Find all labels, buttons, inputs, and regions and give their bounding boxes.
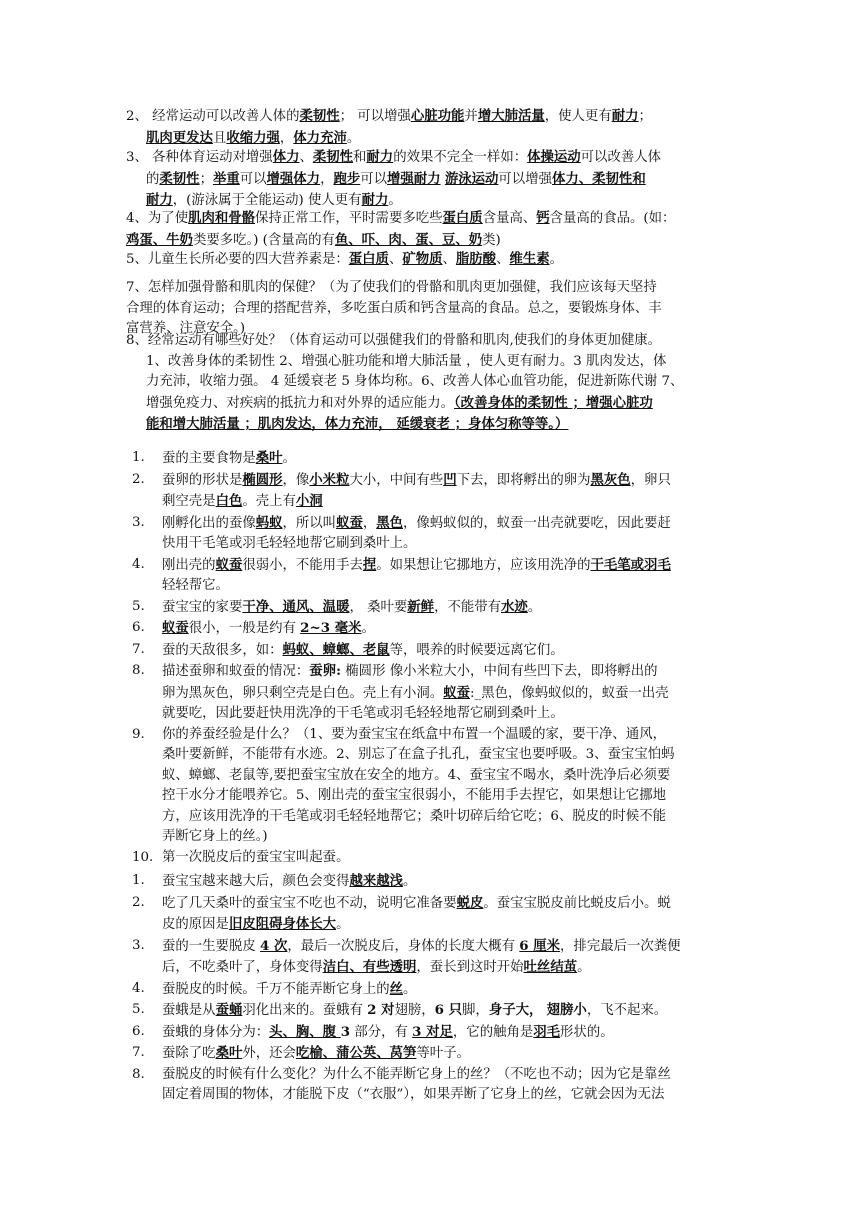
section-silkworm-growth-list: [126, 871, 732, 1106]
underlined-keyword: 黑色: [376, 514, 404, 531]
underlined-keyword: 椭圆形: [242, 471, 283, 488]
underlined-keyword: 新鲜: [407, 598, 435, 615]
text-line: [126, 331, 732, 352]
underlined-keyword: 旧皮阻碍身体长大: [228, 916, 337, 932]
text-run: 蚕的主要食物是: [162, 451, 256, 466]
underlined-keyword: 蚂蚁、蟑螂、老鼠: [282, 641, 390, 658]
text-run: 力充沛，收缩力强。 4 延缓衰老 5 身体均称。6、改善人体心血管功能，促进新陈代谢 7、: [146, 374, 684, 389]
list-item-number: 3.: [132, 937, 145, 953]
text-run: 蚁、蟑螂、老鼠等,要把蚕宝宝放在安全的地方。4、蚕宝宝不喝水，桑叶洗净后必须要: [162, 767, 671, 783]
underlined-keyword: 耐力: [366, 149, 394, 165]
text-run: 7、怎样加强骨骼和肌肉的保健？（为了使我们的骨骼和肌肉更加强健，我们应该每天坚持: [126, 280, 657, 295]
bold-text: 6 只: [434, 1002, 463, 1018]
text-run: 、: [442, 252, 456, 267]
text-run: ，蚕长到这时开始: [416, 960, 524, 975]
text-line: [162, 725, 732, 746]
bold-text: 蚕卵:: [309, 663, 342, 679]
underlined-keyword: 小洞: [295, 493, 323, 509]
text-line: [162, 704, 732, 725]
text-run: 。: [577, 960, 591, 975]
text-run: 和: [353, 150, 367, 165]
list-item-number: 4.: [132, 556, 145, 572]
text-run: ，最后一次脱皮后，身体的长度大概有: [287, 938, 520, 954]
list-item: [126, 555, 732, 597]
text-run: ，飞不起来。: [586, 1003, 668, 1018]
text-line: [162, 683, 732, 705]
list-item: [126, 448, 732, 470]
text-run: 刚出壳的: [162, 557, 216, 573]
underlined-keyword: 小米粒: [309, 471, 350, 488]
underlined-keyword: 吃榆、蒲公英、莴笋: [295, 1045, 417, 1061]
underlined-keyword: 3 对足: [412, 1023, 453, 1040]
text-run: 。: [388, 193, 402, 208]
text-run: 蚕的一生要脱皮: [162, 938, 260, 954]
text-run: 可以增强: [498, 171, 552, 187]
text-run: 保持正常工作，平时需要多吃些: [255, 211, 443, 226]
text-line: [162, 914, 732, 936]
list-item: [126, 871, 732, 893]
underlined-keyword: 蜕皮: [456, 894, 484, 911]
text-run: 且: [212, 130, 227, 146]
underlined-keyword: 干毛笔或羽毛: [590, 556, 671, 573]
underlined-keyword: 耐力: [146, 192, 173, 208]
underlined-keyword: 体力、柔韧性和: [551, 170, 646, 187]
underlined-keyword: 柔韧性: [159, 170, 200, 187]
text-line: [162, 893, 732, 915]
underlined-keyword: 丝: [389, 980, 404, 997]
text-line: [162, 470, 732, 492]
text-run: ；: [638, 109, 652, 124]
text-run: 的: [146, 171, 160, 187]
text-run: 含量高、: [482, 211, 537, 226]
text-run: 3、 各种体育运动对增强: [126, 150, 273, 165]
text-line: [162, 534, 732, 555]
text-line: [126, 352, 732, 373]
text-run: 后，不吃桑叶了，身体变得: [162, 960, 323, 975]
text-line: [162, 618, 732, 640]
underlined-keyword: 白色: [215, 493, 243, 509]
text-run: 可以改善人体: [580, 150, 662, 165]
section-silkworm-care-list: [126, 448, 732, 868]
text-line: [126, 147, 732, 169]
text-line: [162, 827, 732, 848]
text-run: 。: [346, 130, 361, 146]
list-item-number: 5.: [132, 1002, 145, 1017]
text-run: 很小，一般是约有: [188, 621, 301, 636]
text-line: [162, 745, 732, 766]
text-line: [162, 640, 732, 662]
text-run: ，它的触角是: [452, 1024, 534, 1040]
text-line: [126, 372, 732, 393]
text-run: 类要多吃。) (含量高的有: [192, 232, 335, 248]
text-run: 。: [361, 621, 375, 636]
text-run: 、: [388, 252, 403, 267]
text-run: 。: [527, 599, 542, 615]
text-line: [162, 661, 732, 683]
underlined-keyword: 柔韧性: [299, 108, 340, 124]
text-run: 含量高的食品。(如：: [549, 211, 676, 226]
underlined-keyword: 干净、通风、温暖: [242, 598, 350, 615]
underlined-keyword: 蚁蚕: [162, 620, 189, 636]
text-run: 蚕脱皮的时候有什么变化？为什么不能弄断它身上的丝？（不吃也不动；因为它是靠丝: [162, 1066, 671, 1082]
text-run: ，像: [282, 472, 310, 488]
text-run: 就要吃，因此要赶快用洗净的干毛笔或羽毛轻轻地帮它刷到桑叶上。: [162, 706, 564, 721]
underlined-keyword: 增强耐力: [387, 170, 441, 187]
text-run: 椭圆形 像小米粒大小，中间有些凹下去，即将孵出的: [341, 664, 658, 679]
text-run: 桑叶要新鲜，不能带有水迹。2、别忘了在盒子扎孔，蚕宝宝也要呼吸。3、蚕宝宝怕蚂: [162, 747, 675, 762]
underlined-keyword: 体力充沛: [293, 129, 347, 146]
text-run: ，使人更有: [544, 109, 612, 124]
text-run: 富营养、注意安全。): [126, 321, 246, 336]
text-run: 的效果不完全一样如：: [393, 150, 528, 165]
text-run: ，(游泳属于全能运动) 使人更有: [172, 193, 362, 208]
underlined-keyword: 跑步: [333, 170, 361, 187]
underlined-keyword: 蚁蚕: [336, 514, 363, 531]
list-item: [126, 1000, 732, 1022]
list-item: [126, 597, 732, 619]
underlined-keyword: 体力: [272, 149, 300, 165]
underlined-keyword: 能和增大肺活量 ；肌肉发达，体力充沛， 延缓衰老 ；身体匀称等等。）: [146, 416, 569, 432]
text-line: [162, 786, 732, 807]
list-item-number: 6.: [132, 620, 145, 635]
text-run: 方，应该用洗净的干毛笔或羽毛轻轻地帮它；桑叶切碎后给它吃；6、脱皮的时候不能: [162, 808, 666, 824]
text-line: [162, 848, 732, 869]
underlined-keyword: 游泳运动: [444, 170, 499, 187]
text-run: 。: [549, 252, 564, 267]
text-run: 5、儿童生长所必要的四大营养素是：: [126, 252, 349, 267]
underlined-keyword: 蚁蚕: [215, 556, 243, 573]
bold-text: 身子大，: [488, 1002, 543, 1018]
list-item: [126, 661, 732, 725]
text-run: 2、 经常运动可以改善人体的: [126, 109, 300, 124]
underlined-keyword: 洁白、有些透明: [322, 959, 417, 975]
underlined-keyword: 心脏功能: [410, 108, 465, 124]
underlined-keyword: 头、胸、腹: [269, 1023, 341, 1040]
text-run: ，排完最后一次粪便: [560, 938, 681, 954]
underlined-keyword: 鸡蛋、牛奶: [126, 231, 193, 248]
text-run: 。壳上有: [242, 494, 296, 509]
paragraph-p4: [126, 208, 732, 251]
text-line: [162, 597, 732, 619]
underlined-keyword: 捏: [362, 556, 377, 573]
underlined-keyword: 黑灰色: [590, 471, 631, 488]
text-run: 蚕宝宝的家要: [162, 599, 243, 615]
underlined-keyword: 4 次: [260, 937, 288, 954]
text-run: 蚕宝宝越来越大后，颜色会变得: [162, 874, 350, 889]
list-item-number: 2.: [132, 894, 145, 910]
text-run: 。: [336, 917, 350, 932]
text-run: ， 桑叶要: [349, 599, 408, 615]
list-item: [126, 725, 732, 848]
bold-text: 翅膀小: [546, 1002, 587, 1018]
text-run: ，卵只: [630, 472, 671, 488]
underlined-keyword: 耐力: [611, 108, 639, 124]
list-item-number: 8.: [132, 663, 145, 678]
text-line: [126, 169, 732, 191]
underlined-keyword: 蛋白质: [442, 210, 483, 226]
underlined-keyword: 蛋白质: [348, 251, 389, 267]
paragraph-p8: [126, 331, 732, 436]
list-item: [126, 640, 732, 662]
underlined-keyword: 蚁蚕: [443, 684, 470, 701]
underlined-keyword: 桑叶: [255, 450, 283, 466]
text-run: 你的养蚕经验是什么？（1、要为蚕宝宝在纸盒中布置一个温暖的家，要干净、通风，: [162, 726, 666, 742]
underlined-keyword: 羽毛: [533, 1023, 561, 1040]
text-run: 增强免疫力、对疾病的抵抗力和对外界的适应能力。: [146, 395, 454, 411]
text-run: 弄断它身上的丝。): [162, 829, 268, 844]
text-run: 吃了几天桑叶的蚕宝宝不吃也不动，说明它准备要: [162, 895, 457, 911]
list-item: [126, 936, 732, 979]
text-run: 快用干毛笔或羽毛轻轻地帮它刷到桑叶上。: [162, 536, 417, 551]
text-line: [162, 555, 732, 577]
text-run: 蚕卵的形状是: [162, 472, 243, 488]
text-line: [162, 513, 732, 535]
text-run: 剩空壳是: [162, 494, 216, 509]
underlined-keyword: 蚕蛹: [215, 1002, 243, 1018]
text-run: ，: [279, 130, 294, 146]
underlined-keyword: 凹: [443, 471, 457, 488]
text-line: [126, 414, 732, 436]
underlined-keyword: 蚂蚁: [255, 514, 283, 531]
underlined-keyword: 耐力: [361, 192, 389, 208]
text-line: [126, 208, 732, 230]
list-item-number: 4.: [132, 980, 145, 996]
text-run: 可以: [360, 171, 388, 187]
text-run: 外，还会: [242, 1046, 296, 1061]
text-line: [162, 1065, 732, 1086]
text-run: :_黑色，像蚂蚁似的，蚁蚕一出壳: [469, 685, 669, 701]
text-line: [162, 979, 732, 1001]
text-run: 刚孵化出的蚕像: [162, 515, 256, 531]
text-line: [126, 106, 732, 128]
text-run: 翅膀，: [394, 1003, 435, 1018]
text-run: ，像蚂蚁似的，蚁蚕一出壳就要吃，因此要赶: [403, 515, 671, 531]
text-run: 蚕的天敌很多，如：: [162, 642, 283, 658]
text-run: 脚，: [462, 1003, 489, 1018]
text-run: ，所以叫: [282, 515, 337, 531]
underlined-keyword: 增强体力: [266, 170, 321, 187]
text-run: 。: [403, 981, 417, 997]
text-line: [162, 957, 732, 979]
list-item: [126, 893, 732, 936]
text-run: ，: [362, 515, 377, 531]
text-run: 皮的原因是: [162, 917, 229, 932]
underlined-keyword: 桑叶: [215, 1045, 243, 1061]
list-item: [126, 1065, 732, 1106]
text-run: ，: [320, 171, 334, 187]
text-run: 很弱小，不能用手去: [242, 557, 363, 573]
underlined-keyword: 收缩力强: [226, 129, 280, 146]
list-item-number: 7.: [132, 1045, 145, 1060]
text-line: [126, 299, 732, 320]
text-run: 大小，中间有些: [349, 472, 444, 488]
text-run: 、: [496, 252, 510, 267]
underlined-keyword: 肌肉和骨骼: [188, 210, 256, 226]
list-item-number: 1.: [132, 873, 145, 888]
paragraph-p2: [126, 106, 732, 149]
text-run: 。蚕宝宝脱皮前比蜕皮后小。蜕: [483, 895, 671, 911]
bold-text: 2 对: [367, 1002, 395, 1018]
list-item: [126, 513, 732, 555]
text-run: 等叶子。: [416, 1046, 470, 1061]
text-run: 类): [482, 232, 501, 248]
text-line: [126, 393, 732, 415]
text-run: ；: [199, 171, 213, 187]
text-line: [126, 128, 732, 150]
text-line: [126, 278, 732, 299]
text-run: ； 可以增强: [339, 109, 411, 124]
text-run: 下去，即将孵出的卵为: [456, 472, 591, 488]
text-run: 。: [403, 874, 417, 889]
list-item-number: 9.: [132, 726, 145, 742]
text-line: [162, 1043, 732, 1065]
text-line: [162, 936, 732, 958]
text-run: 固定着周围的物体，才能脱下皮（“衣服”），如果弄断了它身上的丝，它就会因为无法: [162, 1087, 665, 1102]
text-run: 卵为黑灰色，卵只剩空壳是白色。壳上有小洞。: [162, 685, 444, 701]
text-run: 。: [282, 451, 296, 466]
list-item: [126, 470, 732, 513]
underlined-keyword: 6 厘米: [519, 937, 561, 954]
list-item-number: 6.: [132, 1023, 145, 1039]
text-run: 4、为了使: [126, 211, 189, 226]
list-item-number: 10.: [132, 849, 154, 865]
underlined-keyword: 水迹: [501, 598, 528, 615]
underlined-keyword: 维生素: [509, 251, 550, 267]
text-line: [126, 230, 732, 252]
text-run: 蚕蛾的身体分为：: [162, 1024, 270, 1040]
text-run: 并: [464, 109, 478, 124]
text-line: [162, 491, 732, 513]
underlined-keyword: 体操运动: [527, 149, 581, 165]
underlined-keyword: 举重: [212, 170, 240, 187]
list-item-number: 3.: [132, 514, 145, 530]
underlined-keyword: 越来越浅: [349, 873, 404, 889]
underlined-keyword: 鱼、吓、肉、蛋、豆、奶: [334, 231, 483, 248]
underlined-keyword: 吐丝结茧: [523, 959, 578, 975]
text-run: 控干水分才能喂养它。5、刚出壳的蚕宝宝很弱小，不能用手去捏它，如果想让它挪地: [162, 788, 666, 803]
paragraph-p3: [126, 147, 732, 212]
text-run: ，不能带有: [434, 599, 502, 615]
paragraph-p5: [126, 249, 732, 271]
bold-text: 3: [340, 1023, 351, 1040]
list-item-number: 5.: [132, 598, 145, 614]
text-run: 1、改善身体的柔韧性 2、增强心脏功能和增大肺活量 ，使人更有耐力。3 肌肉发达，体: [146, 353, 667, 369]
text-run: 第一次脱皮后的蚕宝宝叫起蚕。: [162, 849, 350, 865]
text-run: 羽化出来的。蚕蛾有: [242, 1003, 368, 1018]
text-run: 形状的。: [560, 1024, 614, 1040]
text-run: 等，喂养的时候要远离它们。: [389, 642, 564, 658]
text-run: 。如果想让它挪地方，应该用洗净的: [376, 557, 591, 573]
list-item: [126, 979, 732, 1001]
text-line: [162, 871, 732, 893]
text-run: 蚕除了吃: [162, 1046, 216, 1061]
list-item-number: 8.: [132, 1066, 145, 1082]
underlined-keyword: 钙: [536, 210, 550, 226]
text-line: [162, 1000, 732, 1022]
text-line: [162, 448, 732, 470]
text-line: [162, 1022, 732, 1044]
text-run: 合理的体育运动；合理的搭配营养，多吃蛋白质和钙含量高的食品。总之，要锻炼身体、丰: [126, 300, 662, 316]
text-run: 部分，有: [350, 1024, 413, 1040]
text-run: 可以: [239, 171, 267, 187]
text-run: 8、经常运动有哪些好处？（体育运动可以强健我们的骨骼和肌肉,使我们的身体更加健康。: [126, 333, 662, 348]
text-line: [162, 807, 732, 828]
underlined-keyword: （改善身体的柔韧性 ；增强心脏功: [453, 394, 653, 411]
underlined-keyword: 增大肺活量: [477, 108, 545, 124]
text-run: 描述蚕卵和蚁蚕的情况：: [162, 664, 310, 679]
list-item-number: 1.: [132, 450, 145, 465]
list-item: [126, 618, 732, 640]
underlined-keyword: 柔韧性: [312, 149, 354, 165]
text-run: 、: [299, 150, 313, 165]
text-run: 蚕蛾是从: [162, 1003, 216, 1018]
underlined-keyword: 矿物质: [402, 251, 443, 267]
text-line: [162, 1085, 732, 1106]
text-run: 轻轻帮它。: [162, 578, 229, 593]
text-line: [126, 249, 732, 271]
text-run: 蚕脱皮的时候。千万不能弄断它身上的: [162, 981, 390, 997]
list-item: [126, 1043, 732, 1065]
list-item-number: 2.: [132, 471, 145, 487]
underlined-keyword: 肌肉更发达: [146, 129, 213, 146]
text-line: [162, 766, 732, 787]
text-line: [162, 576, 732, 597]
underlined-keyword: 脂肪酸: [455, 251, 497, 267]
underlined-keyword: 2~3 毫米: [300, 620, 362, 636]
list-item: [126, 1022, 732, 1044]
list-item-number: 7.: [132, 641, 145, 657]
list-item: [126, 848, 732, 869]
